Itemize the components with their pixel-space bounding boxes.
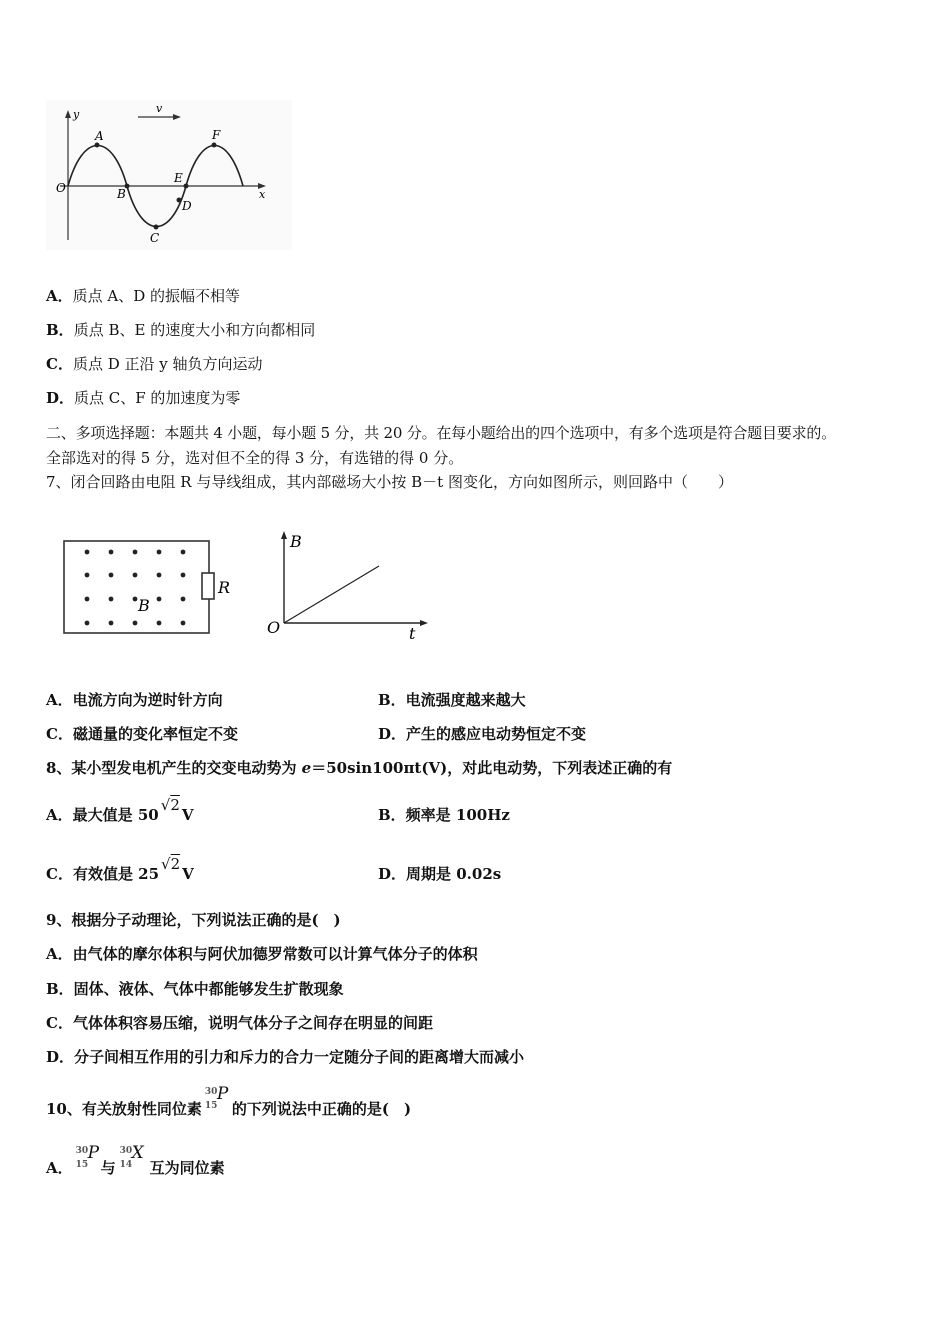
q8-option-b: B．频率是 100Hz [378,806,510,824]
q6-option-c: C．质点 D 正沿 y 轴负方向运动 [46,355,263,373]
point-E-dot [184,184,189,189]
q7-option-a: A．电流方向为逆时针方向 [46,691,223,709]
q6-option-a: A．质点 A、D 的振幅不相等 [46,287,241,305]
section2-heading-line1: 二、多项选择题：本题共 4 小题，每小题 5 分，共 20 分。在每小题给出的四个选项中，有多个选项是符合题目要求的。 [46,424,836,442]
q7-stem: 7、闭合回路由电阻 R 与导线组成，其内部磁场大小按 B－t 图变化，方向如图所示，则回路中（ ） [46,473,733,491]
sqrt-symbol: √2 [160,796,180,814]
wave-figure [46,100,292,250]
point-D-label: D [182,199,192,213]
bt-line [284,566,379,623]
q6-option-d: D．质点 C、F 的加速度为零 [46,389,241,407]
q8-option-d: D．周期是 0.02s [378,865,502,883]
isotope-P: 30 15 P [75,1143,100,1170]
q10-stem: 10、有关放射性同位素 30 15 P 的下列说法中正确的是( ) [46,1084,412,1118]
resistor [202,573,214,599]
q9-option-b: B．固体、液体、气体中都能够发生扩散现象 [46,980,344,998]
point-C-label: C [150,231,160,245]
circuit-figure [58,535,238,639]
point-D-dot [177,198,182,203]
q9-stem: 9、根据分子动理论，下列说法正确的是( ) [46,911,341,929]
point-A-label: A [95,129,104,143]
q7-option-b: B．电流强度越来越大 [378,691,526,709]
bt-axis-t-label: t [409,624,416,643]
q6-option-b: B．质点 B、E 的速度大小和方向都相同 [46,321,316,339]
wave-axis-y-label: y [73,108,80,121]
point-F-label: F [212,128,221,142]
wave-origin-label: O [56,181,66,195]
q9-option-d: D．分子间相互作用的引力和斥力的合力一定随分子间的距离增大而减小 [46,1048,525,1066]
q8-option-c: C．有效值是 25√2V [46,855,194,883]
q9-option-c: C．气体体积容易压缩，说明气体分子之间存在明显的间距 [46,1014,433,1032]
circuit-B-label: B [138,596,150,615]
q10-option-a: A． 30 15 P 与 30 14 X 互为同位素 [46,1143,225,1177]
q7-option-d: D．产生的感应电动势恒定不变 [378,725,587,743]
wave-velocity-label: v [156,102,163,115]
bt-origin-label: O [267,618,281,637]
point-B-label: B [117,187,126,201]
point-A-dot [95,143,100,148]
point-C-dot [154,225,159,230]
isotope-P: 30 15 P [204,1084,229,1111]
isotope-X: 30 14 X [119,1143,144,1170]
magnetic-field-dots [85,550,186,626]
bt-graph [262,527,437,645]
bt-axis-B-label: B [290,532,302,551]
resistor-R-label: R [218,578,231,597]
q8-option-a: A．最大值是 50√2V [46,796,194,824]
point-E-label: E [174,171,183,185]
point-F-dot [212,143,217,148]
q7-option-c: C．磁通量的变化率恒定不变 [46,725,238,743]
section2-heading-line2: 全部选对的得 5 分，选对但不全的得 3 分，有选错的得 0 分。 [46,449,464,467]
q9-option-a: A．由气体的摩尔体积与阿伏加德罗常数可以计算气体分子的体积 [46,945,478,963]
wave-axis-x-label: x [259,188,266,201]
circuit-loop [64,541,209,633]
sqrt-symbol: √2 [161,855,181,873]
q8-stem: 8、某小型发电机产生的交变电动势为 e＝50sin100πt(V)，对此电动势，下列表述正确的有 [46,759,673,777]
